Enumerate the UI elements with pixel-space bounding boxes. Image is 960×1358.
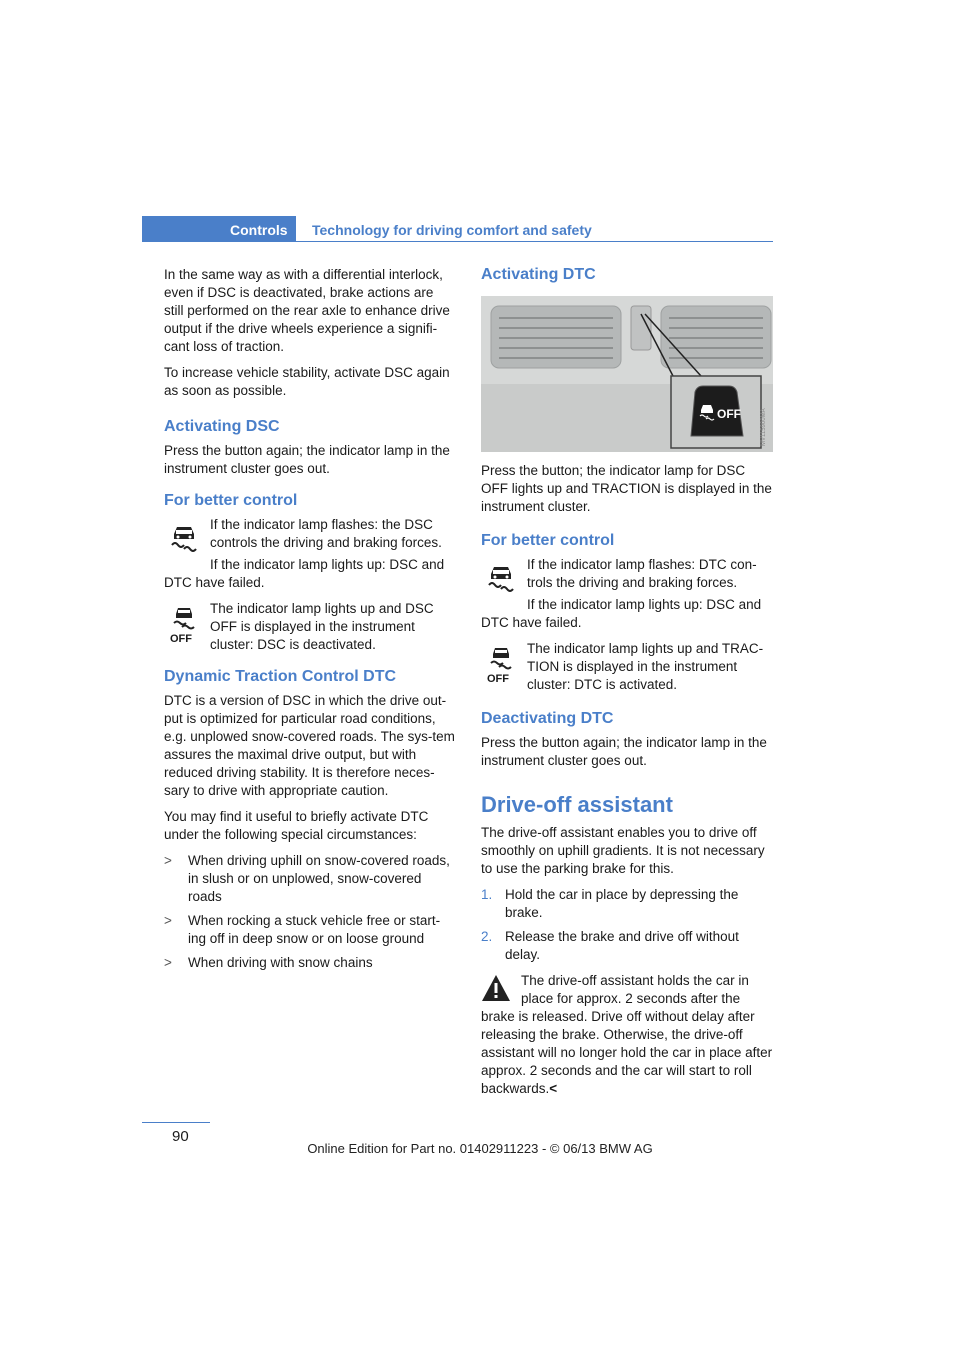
text-indicator-flash: If the indicator lamp flashes: the DSC controls the driving and braking forces. [210,517,442,550]
list-item: 2. Release the brake and drive off without delay. [481,929,739,962]
list-item: > When driving uphill on snow-covered roads, in slush or on unplowed, snow-covered roads [164,853,450,904]
dashboard-illustration [481,296,773,452]
traction-icon-label: OFF [487,673,509,685]
dsc-indicator-icon [485,560,517,597]
text-traction: The indicator lamp lights up and TRAC-TION is displayed in the instrument cluster: DTC is activated. [527,641,764,692]
heading-deactivating-dtc: Deactivating DTC [481,710,614,727]
header-section-tab [142,216,296,242]
left-column [164,266,456,980]
text-indicator-lights: If the indicator lamp lights up: DSC and DTC have failed. [164,557,445,590]
photo-code: MV115900MA [761,408,767,446]
right-column [481,266,773,1098]
dsc-off-row [164,600,456,654]
dtc-button-label: OFF [717,407,741,421]
heading-activating-dsc: Activating DSC [164,418,280,435]
page-number: 90 [172,1128,189,1145]
footer-edition: Online Edition for Part no. 01402911223 - © 06/13 BMW AG [307,1141,653,1156]
driveoff-steps [481,886,773,964]
paragraph-deactivating: Press the button again; the indicator lamp in the instrument cluster goes out. [481,735,767,768]
warning-block [481,972,773,1098]
list-item: > When driving with snow chains [164,955,373,970]
dsc-off-icon [168,604,200,649]
heading-activating-dtc: Activating DTC [481,266,596,283]
dtc-button-photo [481,296,773,452]
text-dtc-flash: If the indicator lamp flashes: DTC con-trols the driving and braking forces. [527,557,757,590]
indicator-flash-row [164,516,456,552]
dsc-off-icon-label: OFF [170,633,192,645]
header-section-label: Controls [230,222,288,238]
warning-end-mark: < [549,1081,558,1096]
paragraph-activating-dsc: Press the button again; the indicator lamp in the instrument cluster goes out. [164,443,450,476]
paragraph-press-button: Press the button; the indicator lamp for DSC OFF lights up and TRACTION is displayed in the instrument cluster. [481,463,772,514]
footer-rule [142,1122,210,1123]
header-rule [296,241,773,242]
dtc-flash-row [481,556,773,592]
list-item: > When rocking a stuck vehicle free or start-ing off in deep snow or on loose ground [164,913,441,946]
paragraph-driveoff: The drive-off assistant enables you to drive off smoothly on uphill gradients. It is not necessary to use the parking brake for this. [481,825,765,876]
dsc-indicator-icon [168,520,200,557]
heading-better-control-right: For better control [481,532,615,549]
dsc-off-icon [485,644,517,689]
header-title: Technology for driving comfort and safety [312,222,592,238]
heading-better-control-left: For better control [164,492,298,509]
warning-icon [481,974,511,1002]
heading-dtc: Dynamic Traction Control DTC [164,668,397,685]
warning-text: The drive-off assistant holds the car in place for approx. 2 seconds after the brake is released. Drive off without delay after releasing the brake. Otherwise, the drive-off assistant will no longer hold the car in place after approx. 2 seconds and the car will start to roll backwards. [481,973,773,1096]
paragraph-dtc: DTC is a version of DSC in which the drive out-put is optimized for particular road conditions, e.g. unplowed snow-covered roads. The sys-tem assures the maximal drive output, but with reduced driving stability. It is therefore neces-sary to drive with appropriate caution. [164,693,455,798]
circumstances-list [164,852,456,972]
text-dtc-lights: If the indicator lamp lights up: DSC and DTC have failed. [481,597,762,630]
paragraph-stability: To increase vehicle stability, activate DSC again as soon as possible. [164,365,450,398]
paragraph-differential: In the same way as with a differential interlock, even if DSC is deactivated, brake actions are still performed on the rear axle to enhance drive output if the drive wheels experience a signifi-cant loss of traction. [164,267,450,354]
text-dsc-off: The indicator lamp lights up and DSC OFF is displayed in the instrument cluster: DSC is deactivated. [210,601,434,652]
heading-driveoff: Drive-off assistant [481,792,673,817]
list-item: 1. Hold the car in place by depressing the brake. [481,887,739,920]
traction-row [481,640,773,694]
paragraph-useful: You may find it useful to briefly activate DTC under the following special circumstances: [164,809,429,842]
